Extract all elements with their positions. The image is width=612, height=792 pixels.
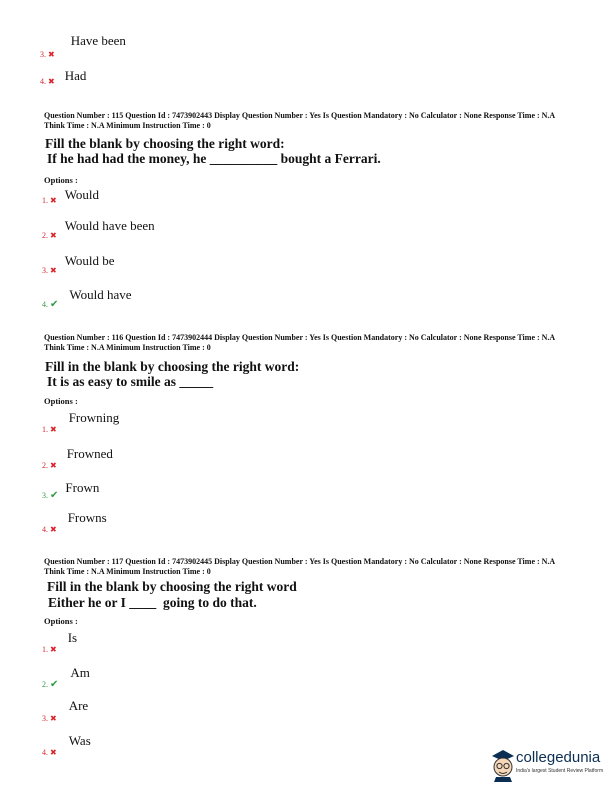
options-label: Options : bbox=[44, 396, 78, 406]
question-text: If he had had the money, he __________ bought a Ferrari. bbox=[47, 151, 381, 166]
option-number: 1. bbox=[42, 645, 48, 654]
option-row bbox=[42, 252, 115, 275]
cross-icon: ✖ bbox=[50, 645, 57, 654]
option-row bbox=[42, 697, 89, 723]
option-number: 2. bbox=[42, 461, 48, 470]
cross-icon: ✖ bbox=[50, 525, 57, 534]
option-text: Have been bbox=[70, 33, 126, 48]
option-row bbox=[42, 509, 107, 534]
option-text: Frowning bbox=[68, 410, 120, 425]
question-title: Fill the blank by choosing the right word: bbox=[45, 136, 285, 151]
option-text: Frowned bbox=[66, 446, 113, 461]
mascot-icon bbox=[490, 748, 516, 782]
option-row bbox=[42, 286, 132, 310]
option-text: Frowns bbox=[67, 510, 107, 525]
question-title: Fill in the blank by choosing the right word: bbox=[45, 359, 300, 374]
cross-icon: ✖ bbox=[50, 714, 57, 723]
option-number: 4. bbox=[42, 300, 48, 309]
question-meta: Question Number : 117 Question Id : 7473902445 Display Question Number : Yes Is Question Mandatory : No Calculator : None Response Time : N.A Think Time : N.A Minimum Instruction Time : 0 bbox=[44, 557, 555, 576]
cross-icon: ✖ bbox=[50, 231, 57, 240]
option-row bbox=[42, 445, 113, 470]
option-row bbox=[40, 32, 126, 59]
cross-icon: ✖ bbox=[50, 425, 57, 434]
option-row bbox=[42, 664, 90, 690]
option-text: Would bbox=[64, 187, 100, 202]
option-text: Frown bbox=[65, 480, 100, 495]
option-text: Would have been bbox=[64, 218, 155, 233]
check-icon: ✔ bbox=[50, 490, 59, 501]
question-meta: Question Number : 116 Question Id : 7473902444 Display Question Number : Yes Is Question Mandatory : No Calculator : None Response Time : N.A Think Time : N.A Minimum Instruction Time : 0 bbox=[44, 333, 555, 352]
option-row bbox=[42, 409, 120, 434]
cross-icon: ✖ bbox=[50, 461, 57, 470]
question-title: Fill in the blank by choosing the right word bbox=[47, 579, 297, 594]
option-text: Am bbox=[70, 665, 90, 680]
option-number: 3. bbox=[42, 266, 48, 275]
cross-icon: ✖ bbox=[50, 266, 57, 275]
brand-tagline: India's largest Student Review Platform bbox=[516, 768, 604, 774]
option-text: Had bbox=[64, 68, 87, 83]
option-row bbox=[40, 67, 86, 85]
check-icon: ✔ bbox=[50, 299, 59, 310]
option-row bbox=[42, 479, 100, 501]
question-text: It is as easy to smile as _____ bbox=[47, 374, 214, 389]
option-text: Would be bbox=[64, 253, 115, 268]
cross-icon: ✖ bbox=[50, 196, 57, 205]
option-number: 1. bbox=[42, 196, 48, 205]
option-number: 4. bbox=[42, 748, 48, 757]
options-label: Options : bbox=[44, 616, 78, 626]
option-number: 2. bbox=[42, 680, 48, 689]
option-number: 1. bbox=[42, 425, 48, 434]
option-text: Is bbox=[67, 630, 78, 645]
question-meta: Question Number : 115 Question Id : 7473902443 Display Question Number : Yes Is Question Mandatory : No Calculator : None Response Time : N.A Think Time : N.A Minimum Instruction Time : 0 bbox=[44, 111, 555, 130]
check-icon: ✔ bbox=[50, 679, 59, 690]
option-row bbox=[42, 629, 78, 654]
option-number: 4. bbox=[42, 525, 48, 534]
option-number: 3. bbox=[42, 491, 48, 500]
brand-name: collegedunia bbox=[516, 749, 601, 766]
option-row bbox=[42, 732, 91, 757]
collegedunia-logo bbox=[490, 746, 612, 786]
option-number: 3. bbox=[40, 50, 46, 59]
option-number: 4. bbox=[40, 77, 46, 86]
option-text: Are bbox=[68, 698, 89, 713]
option-text: Was bbox=[68, 733, 91, 748]
cross-icon: ✖ bbox=[48, 77, 55, 86]
question-text: Either he or I ____ going to do that. bbox=[48, 595, 257, 610]
cross-icon: ✖ bbox=[50, 748, 57, 757]
option-row bbox=[42, 186, 99, 204]
cross-icon: ✖ bbox=[48, 50, 55, 59]
option-number: 3. bbox=[42, 714, 48, 723]
option-row bbox=[42, 217, 155, 240]
option-number: 2. bbox=[42, 231, 48, 240]
option-text: Would have bbox=[69, 287, 132, 302]
options-label: Options : bbox=[44, 175, 78, 185]
